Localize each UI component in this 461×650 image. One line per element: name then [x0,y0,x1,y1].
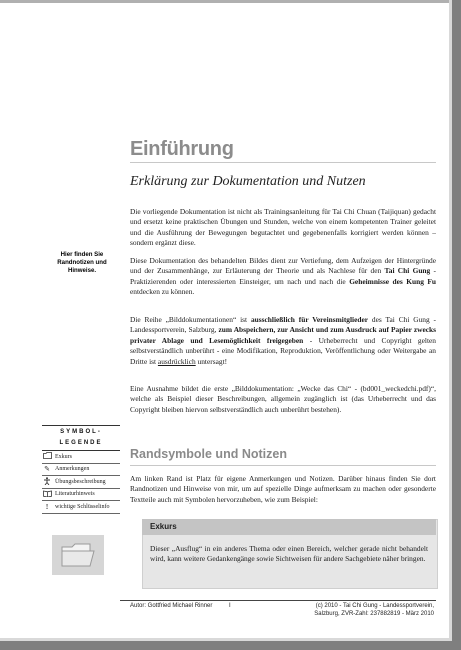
legend-item-label: Anmerkungen [55,466,90,473]
legend-item-label: wichtige Schlüsselinfo [55,503,110,510]
paragraph-3-bold-a: ausschließlich für Vereinsmitglieder [250,315,369,324]
legend-title: SYMBOL-LEGENDE [42,425,120,451]
legend-item-label: Literaturhinweis [55,491,95,498]
legend-item-schluesselinfo [42,501,120,514]
paragraph-3-text-d: untersagt! [195,356,228,366]
legend-item-label: Exkurs [55,453,72,460]
footer-copyright-line-2: Salzburg, ZVR-Zahl: 237882819 - März 2010 [314,610,434,617]
paragraph-3-bold-b: zum Abspeichern, zur Ansicht und zum Ausdruck auf Papier zwecks privater Ablage und Lesemöglichkeit freigegeben [130,325,436,345]
legend-item-literaturhinweis [42,489,120,502]
paragraph-2 [130,256,436,298]
footer-rule [120,600,436,601]
footer-separator: I [229,603,231,609]
pencil-icon: ✎ [44,465,50,474]
paragraph-2-bold-b: Geheimnisse des Kung Fu [349,276,436,286]
exclamation-icon: ! [45,502,49,511]
section-paragraph: Am linken Rand ist Platz für eigene Anmerkungen und Notizen. Darüber hinaus finden Sie dort Randnotizen und Hinweise von mir, um auf spezielle Dinge aufmerksam zu machen oder gesonderte Textteile auch mit Symbolen hervorzuheben, wie zum Beispiel: [130,474,436,504]
symbol-legend [42,425,120,514]
section-rule [130,465,436,466]
paragraph-1: Die vorliegende Dokumentation ist nicht als Trainingsanleitung für Tai Chi Chuan (Taijiquan) gedacht und ersetzt keine praktischen Übungen und Stunden, welche von einem kompetenten Trainer geleitet und die Ausführung der Bewegungen begutachtet und gegebenenfalls korrigiert werden können – sondern ergänzt diese. [130,207,436,248]
paragraph-3-text-c: - Urheberrecht und Copyright gelten selbstverständlich unberührt - eine Modifikation, Reproduktion, Veröffentlichung oder Weitergabe an Dritte ist [130,335,436,366]
book-icon [42,490,52,499]
exkurs-text: Dieser „Ausflug“ in ein anderes Thema oder einen Bereich, welcher gerade nicht behandelt wird, kann weitere Gedankengänge sowie Sichtweisen für andere Sachgebiete näher bringen. [150,544,428,564]
figure-icon [42,477,52,487]
paragraph-3-text-b: des Tai Chi Gung - Landessportverein, Salzburg, [130,315,436,335]
page-edge-top [0,0,452,3]
section-heading: Randsymbole und Notizen [130,447,287,461]
page-title: Einführung [130,138,234,160]
paragraph-3-text-a: Die Reihe „Bilddokumentationen“ ist [130,315,251,324]
legend-item-label: Übungsbeschreibung [55,478,106,485]
folder-icon [42,452,52,461]
title-rule [130,162,436,163]
paragraph-3 [130,315,436,367]
footer-author: Autor: Gottfried Michael Rinner [130,603,213,609]
paragraph-2-text-a: Diese Dokumentation des behandelten Bildes dient zur Vertiefung, dem Aufzeigen der Hintergründe und der Zusammenhänge, zur Erläuterung der Theorie und als Nachlese für den [130,256,436,276]
footer-copyright [254,603,434,618]
legend-item-uebungsbeschreibung [42,476,120,489]
page-subtitle: Erklärung zur Dokumentation und Nutzen [130,174,366,189]
paragraph-2-text-c: entdecken zu können. [130,287,195,297]
exkurs-title: Exkurs [150,522,177,531]
page-edge-bottom [0,641,461,650]
paragraph-4: Eine Ausnahme bildet die erste „Bilddokumentation: „Wecke das Chi“ - (bd001_weckedchi.pdf)“, welche als Beispiel dieser Beschreibungen, allgemein zugänglich ist (das Urheberrecht und das Copyright bleiben hiervon selbstverständlich auch unberührt bestehen). [130,384,436,414]
folder-icon [52,535,104,575]
paragraph-2-bold-a: Tai Chi Gung [384,266,431,276]
page-edge-right [452,0,461,650]
legend-item-anmerkungen [42,464,120,477]
paragraph-2-text-b: - Praktizierenden oder interessierten Einsteiger, um nach und nach die [130,266,436,286]
footer-copyright-line-1: (c) 2010 - Tai Chi Gung - Landessportverein, [315,603,434,609]
margin-note: Hier finden Sie Randnotizen und Hinweise. [57,251,107,275]
legend-item-exkurs [42,451,120,464]
paragraph-3-underline: ausdrücklich [157,356,196,366]
exkurs-header [142,519,436,535]
